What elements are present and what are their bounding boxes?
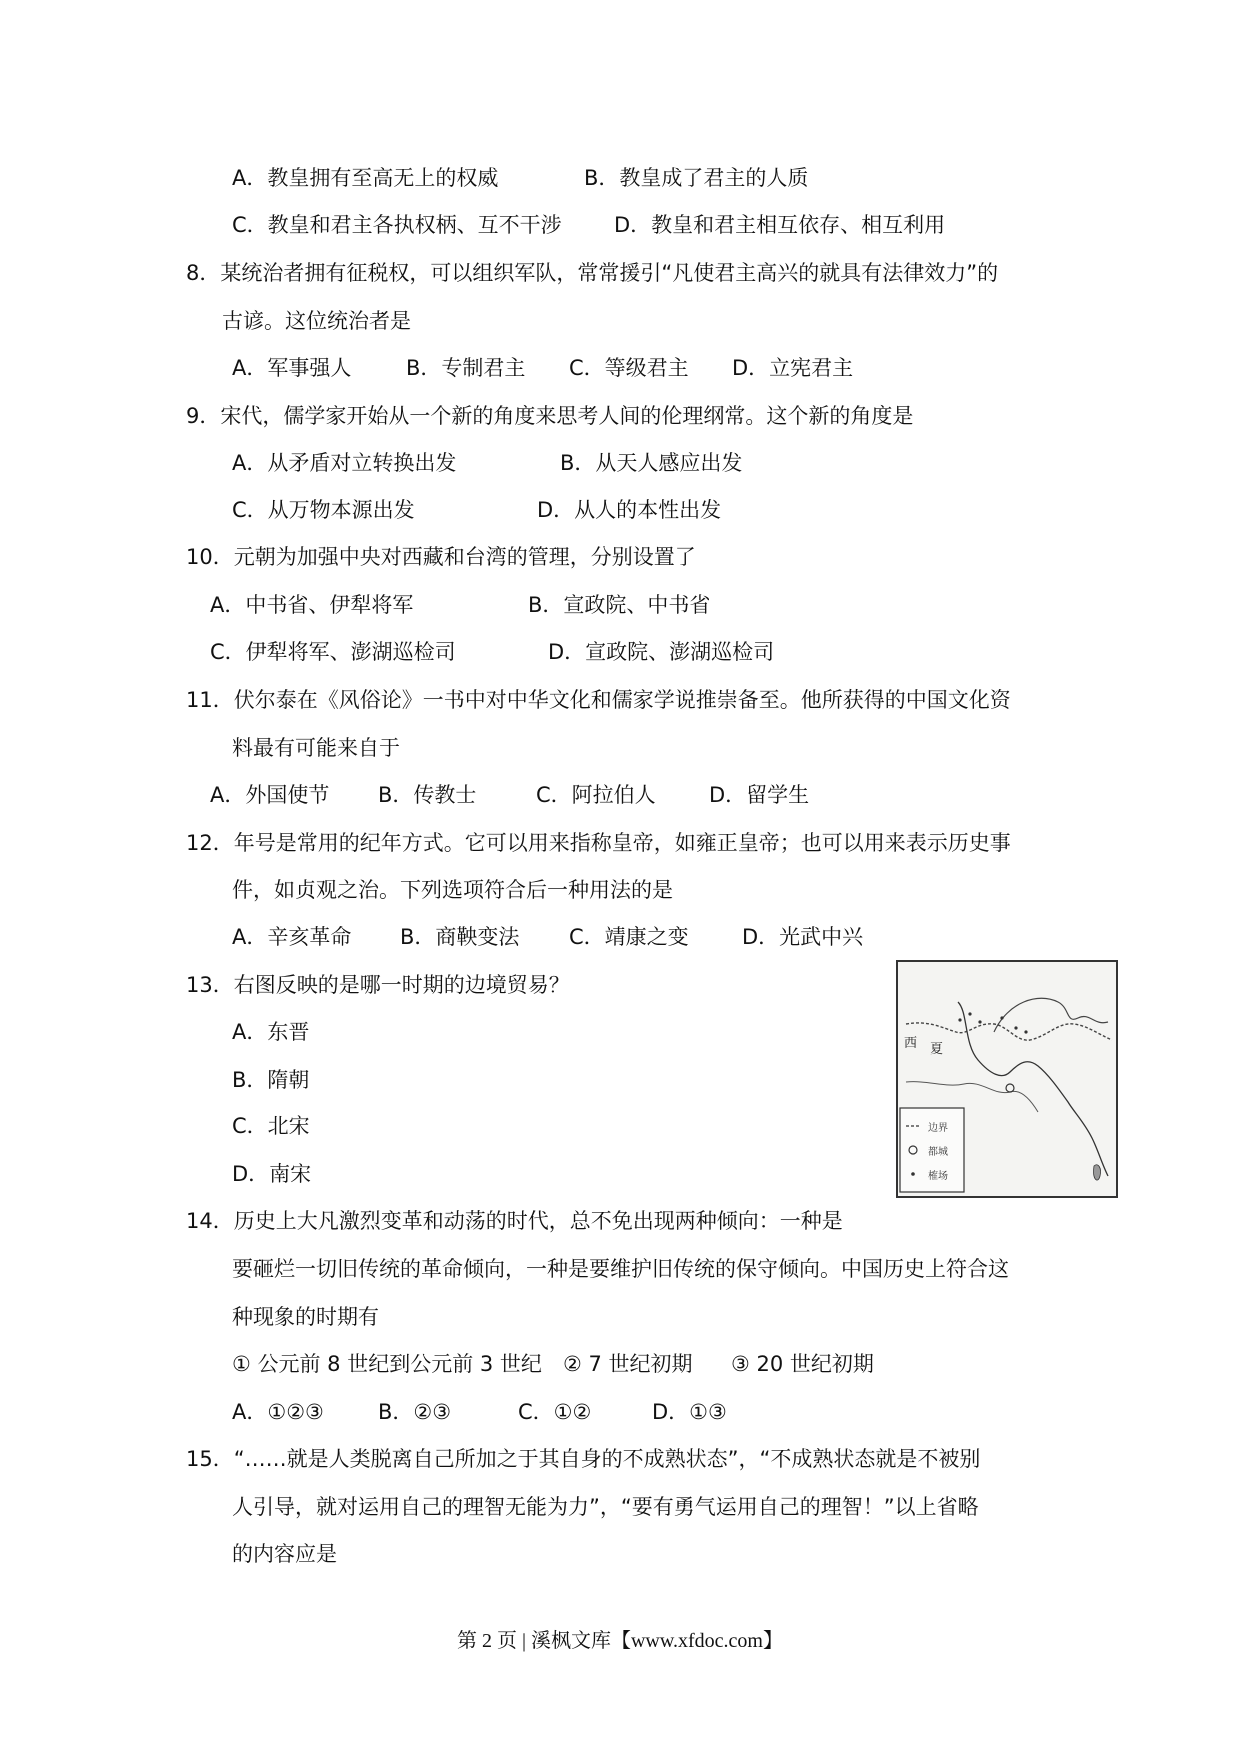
map-taiwan-island (1094, 1165, 1101, 1180)
map-market-dot (1014, 1026, 1017, 1029)
q13-option-c: C．北宋 (232, 1114, 310, 1138)
q7-option-b: B．教皇成了君主的人质 (584, 166, 809, 190)
q7-option-c: C．教皇和君主各执权柄、互不干涉 (232, 213, 562, 237)
q12-stem-line2: 件，如贞观之治。下列选项符合后一种用法的是 (232, 878, 673, 902)
q8-option-a: A．军事强人 (232, 356, 352, 380)
q7-option-a: A．教皇拥有至高无上的权威 (232, 166, 499, 190)
q14-stem-line3: 种现象的时期有 (232, 1305, 379, 1329)
q13-stem: 13．右图反映的是哪一时期的边境贸易？ (186, 973, 570, 997)
q10-option-b: B．宣政院、中书省 (528, 593, 711, 617)
map-market-dot (1000, 1016, 1003, 1019)
q9-option-d: D．从人的本性出发 (537, 498, 722, 522)
q14-option-c: C．①② (518, 1400, 592, 1424)
q8-option-b: B．专制君主 (406, 356, 526, 380)
q11-option-b: B．传教士 (378, 783, 477, 807)
map-market-dot (978, 1020, 981, 1023)
q14-option-a: A．①②③ (232, 1400, 324, 1424)
q13-option-d: D．南宋 (232, 1162, 312, 1186)
q15-stem-line2: 人引导，就对运用自己的理智无能为力”，“要有勇气运用自己的理智！”以上省略 (232, 1495, 979, 1519)
map-label-xi: 西 (904, 1036, 918, 1051)
map-coast-line (958, 1002, 1108, 1176)
q15-stem-line1: 15．“……就是人类脱离自己所加之于其自身的不成熟状态”，“不成熟状态就是不被别 (186, 1447, 981, 1471)
q11-option-a: A．外国使节 (210, 783, 330, 807)
map-market-dot (968, 1012, 971, 1015)
q10-option-c: C．伊犁将军、澎湖巡检司 (210, 640, 456, 664)
map-market-dot (1024, 1030, 1027, 1033)
q11-option-d: D．留学生 (709, 783, 810, 807)
q9-stem: 9．宋代，儒学家开始从一个新的角度来思考人间的伦理纲常。这个新的角度是 (186, 404, 914, 428)
q8-option-d: D．立宪君主 (732, 356, 854, 380)
border-trade-map (896, 960, 1118, 1198)
map-capital-symbol (1006, 1084, 1014, 1092)
q14-item-3: ③ 20 世纪初期 (731, 1352, 874, 1376)
q12-option-d: D．光武中兴 (742, 925, 864, 949)
q12-option-a: A．辛亥革命 (232, 925, 352, 949)
q12-option-c: C．靖康之变 (569, 925, 689, 949)
q14-stem-line2: 要砸烂一切旧传统的革命倾向，一种是要维护旧传统的保守倾向。中国历史上符合这 (232, 1257, 1009, 1281)
q8-stem-line2: 古谚。这位统治者是 (222, 309, 411, 333)
q12-stem-line1: 12．年号是常用的纪年方式。它可以用来指称皇帝，如雍正皇帝；也可以用来表示历史事 (186, 831, 1011, 855)
q10-stem: 10．元朝为加强中央对西藏和台湾的管理，分别设置了 (186, 545, 696, 569)
map-market-dot (958, 1018, 961, 1021)
legend-capital: 都城 (928, 1147, 948, 1158)
q8-stem-line1: 8．某统治者拥有征税权，可以组织军队，常常援引“凡使君主高兴的就具有法律效力”的 (186, 261, 999, 285)
market-legend-symbol (911, 1172, 915, 1176)
q11-stem-line2: 料最有可能来自于 (232, 736, 400, 760)
q14-stem-line1: 14．历史上大凡激烈变革和动荡的时代，总不免出现两种倾向：一种是 (186, 1209, 843, 1233)
q13-option-a: A．东晋 (232, 1020, 310, 1044)
legend-boundary: 边界 (928, 1123, 948, 1134)
q7-option-d: D．教皇和君主相互依存、相互利用 (614, 213, 946, 237)
map-great-river (994, 998, 1108, 1032)
q14-item-2: ② 7 世纪初期 (563, 1352, 693, 1376)
q12-option-b: B．商鞅变法 (400, 925, 520, 949)
page-footer: 第 2 页 | 溪枫文库【www.xfdoc.com】 (456, 1630, 783, 1652)
q8-option-c: C．等级君主 (569, 356, 689, 380)
map-drawing (898, 962, 1116, 1196)
q11-stem-line1: 11．伏尔泰在《风俗论》一书中对中华文化和儒家学说推崇备至。他所获得的中国文化资 (186, 688, 1011, 712)
q15-stem-line3: 的内容应是 (232, 1542, 337, 1566)
q10-option-a: A．中书省、伊犁将军 (210, 593, 414, 617)
q9-option-c: C．从万物本源出发 (232, 498, 415, 522)
legend-market: 榷场 (928, 1171, 948, 1182)
q11-option-c: C．阿拉伯人 (536, 783, 656, 807)
map-label-xia: 夏 (930, 1042, 944, 1057)
q9-option-b: B．从天人感应出发 (560, 451, 743, 475)
q14-option-b: B．②③ (378, 1400, 452, 1424)
q10-option-d: D．宣政院、澎湖巡检司 (548, 640, 775, 664)
q14-option-d: D．①③ (652, 1400, 727, 1424)
q9-option-a: A．从矛盾对立转换出发 (232, 451, 457, 475)
q14-item-1: ① 公元前 8 世纪到公元前 3 世纪 (232, 1352, 542, 1376)
q13-option-b: B．隋朝 (232, 1068, 310, 1092)
